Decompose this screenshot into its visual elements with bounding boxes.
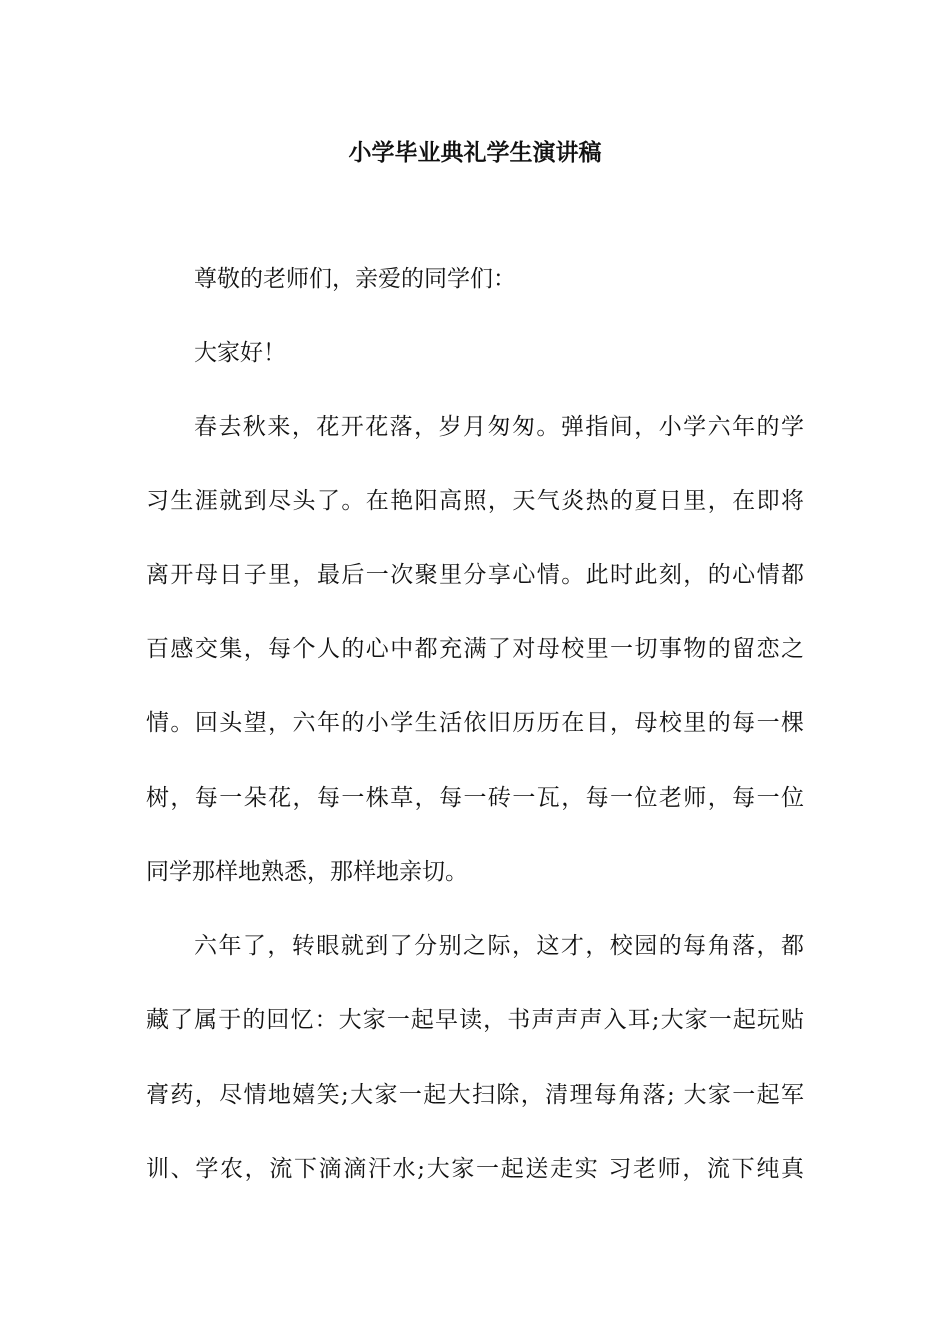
paragraph-line: 树，每一朵花，每一株草，每一砖一瓦，每一位老师，每一位 — [146, 785, 804, 811]
document-title: 小学毕业典礼学生演讲稿 — [348, 139, 602, 166]
paragraph-line: 离开母日子里，最后一次聚里分享心情。此时此刻，的心情都 — [146, 562, 804, 588]
paragraph-line: 同学那样地熟悉，那样地亲切。 — [146, 859, 468, 885]
paragraph-line: 藏了属于的回忆：大家一起早读，书声声声入耳;大家一起玩贴 — [146, 1007, 804, 1033]
paragraph-line: 习生涯就到尽头了。在艳阳高照，天气炎热的夏日里，在即将 — [146, 488, 804, 514]
paragraph-line: 六年了，转眼就到了分别之际，这才，校园的每角落，都 — [194, 933, 804, 959]
paragraph-line: 百感交集，每个人的心中都充满了对母校里一切事物的留恋之 — [146, 636, 804, 662]
paragraph-line: 春去秋来，花开花落，岁月匆匆。弹指间，小学六年的学 — [194, 414, 804, 440]
paragraph-line: 大家好！ — [194, 340, 286, 366]
paragraph-line: 尊敬的老师们，亲爱的同学们： — [194, 266, 516, 292]
paragraph-line: 膏药，尽情地嬉笑;大家一起大扫除，清理每角落; 大家一起军 — [146, 1082, 804, 1108]
paragraph-line: 训、学农，流下滴滴汗水;大家一起送走实 习老师，流下纯真 — [146, 1156, 804, 1182]
paragraph-line: 情。回头望，六年的小学生活依旧历历在目，母校里的每一棵 — [146, 710, 804, 736]
